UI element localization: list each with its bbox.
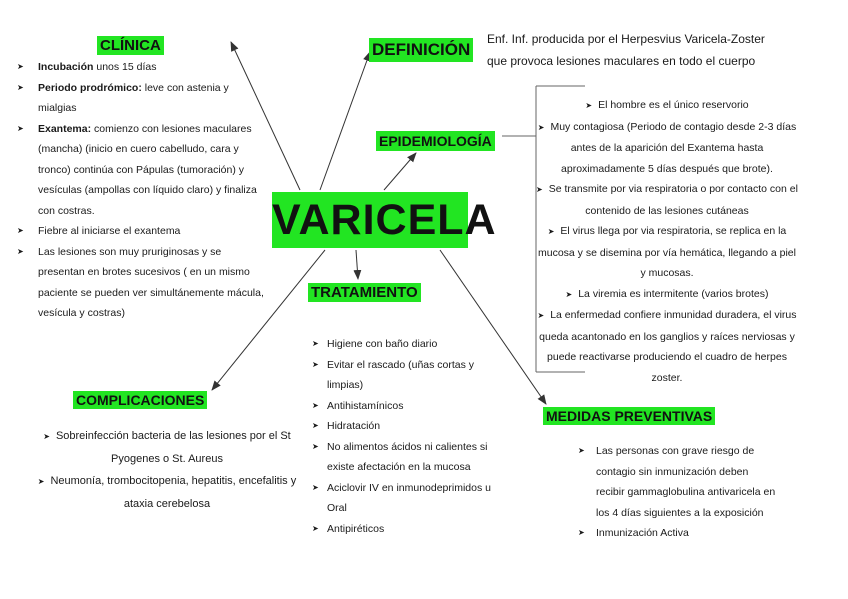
arrow-to-definicion — [320, 52, 370, 190]
list-item: ➤ La viremia es intermitente (varios brotes) — [536, 284, 798, 306]
list-item: ➤ Exantema: comienzo con lesiones maculares (mancha) (inicio en cuero cabelludo, cara y tronco) continúa con Pápulas (tumoración) y vesículas (ampollas con líquido claro) y finaliza con costras. — [17, 119, 267, 222]
arrow-to-tratamiento — [356, 250, 358, 279]
list-item: ➤ Se transmite por via respiratoria o por contacto con el contenido de las lesiones cutáneas — [536, 179, 798, 221]
definicion-text: Enf. Inf. producida por el Herpesvius Varicela-Zoster que provoca lesiones maculares en todo el cuerpo — [487, 32, 765, 68]
list-item: ➤ Antipiréticos — [312, 519, 504, 540]
list-item: ➤ Las lesiones son muy pruriginosas y se presentan en brotes sucesivos ( en un mismo paciente se pueden ver simultánemente mácula, vesícula y costras) — [17, 242, 267, 324]
list-item: ➤ Aciclovir IV en inmunodeprimidos u Oral — [312, 478, 504, 519]
clinica-heading: CLÍNICA — [97, 36, 164, 55]
list-item: ➤ El hombre es el único reservorio — [536, 95, 798, 117]
list-item: ➤ Sobreinfección bacteria de las lesiones por el St Pyogenes o St. Aureus — [36, 425, 298, 470]
complicaciones-list — [36, 425, 298, 515]
list-item: ➤ Fiebre al iniciarse el exantema — [17, 221, 267, 242]
list-item: ➤ Neumonía, trombocitopenia, hepatitis, encefalitis y ataxia cerebelosa — [36, 470, 298, 515]
medidas-list — [578, 441, 778, 544]
list-item: ➤ Antihistamínicos — [312, 396, 504, 417]
list-item: ➤ La enfermedad confiere inmunidad duradera, el virus queda acantonado en los ganglios y raíces nerviosas y puede reactivarse produciendo el cuadro de herpes zoster. — [536, 305, 798, 388]
list-item: ➤ El virus llega por via respiratoria, se replica en la mucosa y se disemina por vía hemática, llegando a piel y mucosas. — [536, 221, 798, 284]
clinica-list — [17, 57, 267, 324]
definicion-heading: DEFINICIÓN — [369, 38, 473, 62]
medidas-heading: MEDIDAS PREVENTIVAS — [543, 407, 715, 425]
list-item: ➤ Incubación unos 15 días — [17, 57, 267, 78]
list-item: ➤ Periodo prodrómico: leve con astenia y mialgias — [17, 78, 267, 119]
list-item: ➤ Higiene con baño diario — [312, 334, 504, 355]
complicaciones-heading: COMPLICACIONES — [73, 391, 207, 409]
central-topic: VARICELA — [272, 192, 468, 248]
epidemiologia-heading: EPIDEMIOLOGÍA — [376, 131, 495, 151]
arrow-to-epidemiologia — [384, 153, 416, 190]
list-item: ➤ Muy contagiosa (Periodo de contagio desde 2-3 días antes de la aparición del Exantema hasta aproximadamente 5 días después que brote). — [536, 117, 798, 180]
tratamiento-heading: TRATAMIENTO — [308, 283, 421, 302]
list-item: ➤ Las personas con grave riesgo de contagio sin inmunización deben recibir gammaglobulina antivaricela en los 4 días siguientes a la exposición — [578, 441, 778, 523]
epidemiologia-list — [536, 95, 798, 388]
list-item: ➤ Hidratación — [312, 416, 504, 437]
list-item: ➤ No alimentos ácidos ni calientes si existe afectación en la mucosa — [312, 437, 504, 478]
tratamiento-list — [312, 334, 504, 539]
list-item: ➤ Inmunización Activa — [578, 523, 778, 544]
list-item: ➤ Evitar el rascado (uñas cortas y limpias) — [312, 355, 504, 396]
